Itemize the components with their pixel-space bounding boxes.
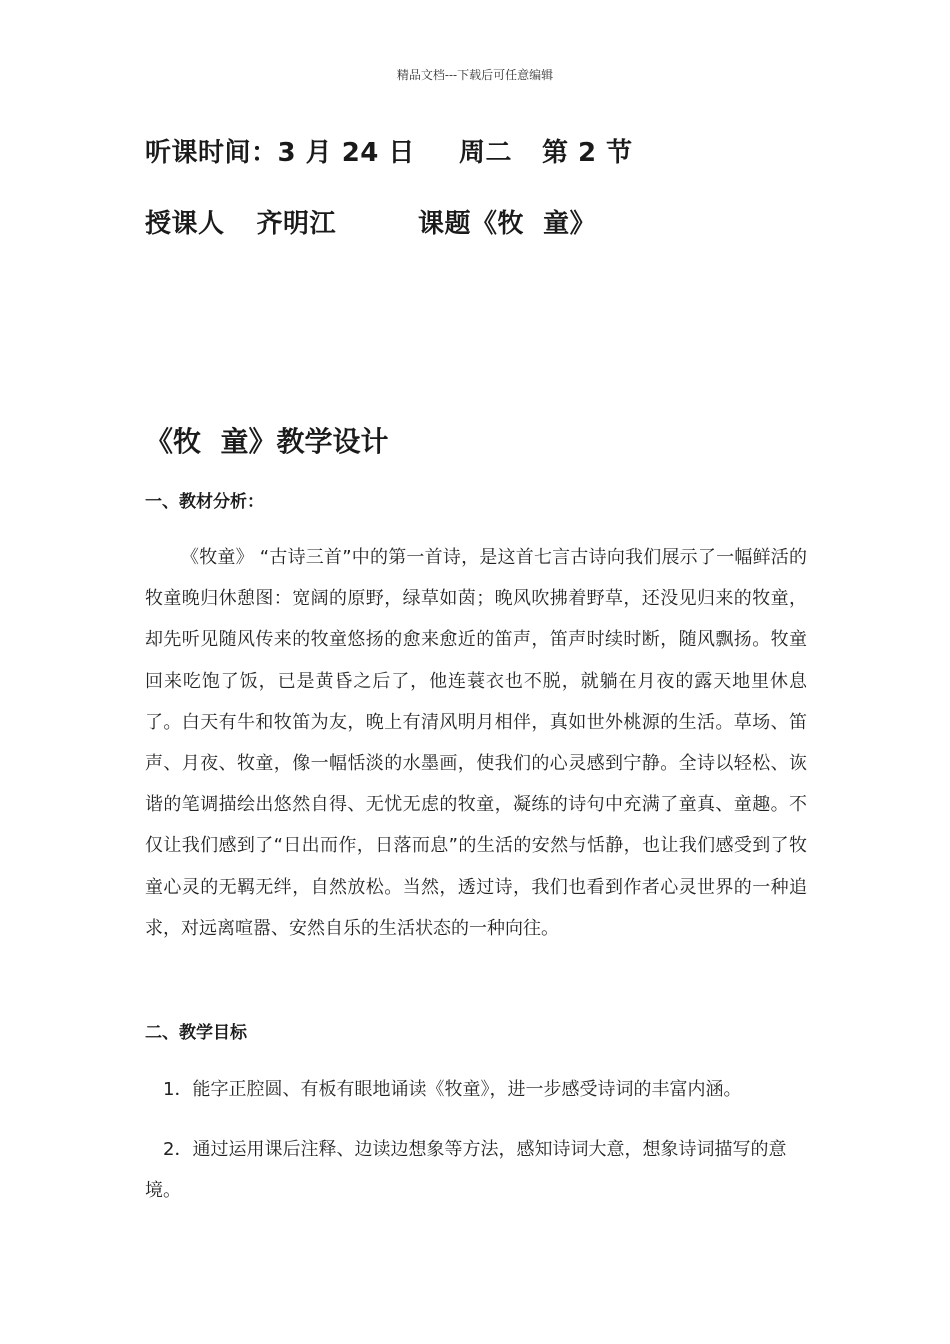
lesson-time-line — [145, 132, 633, 169]
lesson-time: 听课时间：3 月 24 日 — [145, 138, 415, 168]
lesson-period: 第 2 节 — [541, 138, 633, 168]
teacher-label: 授课人 — [145, 209, 225, 239]
document-title: 《牧 童》教学设计 — [145, 425, 389, 458]
lesson-teacher-line — [145, 203, 596, 240]
analysis-paragraph: 《牧童》 “古诗三首”中的第一首诗，是这首七言古诗向我们展示了一幅鲜活的牧童晚归休憩图：宽阔的原野，绿草如茵；晚风吹拂着野草，还没见归来的牧童，却先听见随风传来的牧童悠扬的愈来愈近的笛声，笛声时续时断，随风飘扬。牧童回来吃饱了饭，已是黄昏之后了，他连蓑衣也不脱，就躺在月夜的露天地里休息了。白天有牛和牧笛为友，晚上有清风明月相伴，真如世外桃源的生活。草场、笛声、月夜、牧童，像一幅恬淡的水墨画，使我们的心灵感到宁静。全诗以轻松、诙谐的笔调描绘出悠然自得、无忧无虑的牧童，凝练的诗句中充满了童真、童趣。不仅让我们感到了“日出而作，日落而息”的生活的安然与恬静，也让我们感受到了牧童心灵的无羁无绊，自然放松。当然，透过诗，我们也看到作者心灵世界的一种追求，对远离喧嚣、安然自乐的生活状态的一种向往。 — [145, 547, 807, 939]
teaching-goal-item: 2．通过运用课后注释、边读边想象等方法，感知诗词大意，想象诗词描写的意境。 — [145, 1139, 787, 1201]
section-heading-analysis: 一、教材分析： — [145, 492, 264, 512]
page-watermark: 精品文档---下载后可任意编辑 — [396, 68, 554, 82]
lesson-weekday: 周二 — [458, 138, 512, 168]
teaching-goal-item: 1．能字正腔圆、有板有眼地诵读《牧童》，进一步感受诗词的丰富内涵。 — [163, 1079, 742, 1100]
teacher-name: 齐明江 — [256, 209, 337, 239]
lesson-topic: 课题《牧 童》 — [418, 209, 597, 239]
section-heading-goals: 二、教学目标 — [145, 1023, 247, 1043]
